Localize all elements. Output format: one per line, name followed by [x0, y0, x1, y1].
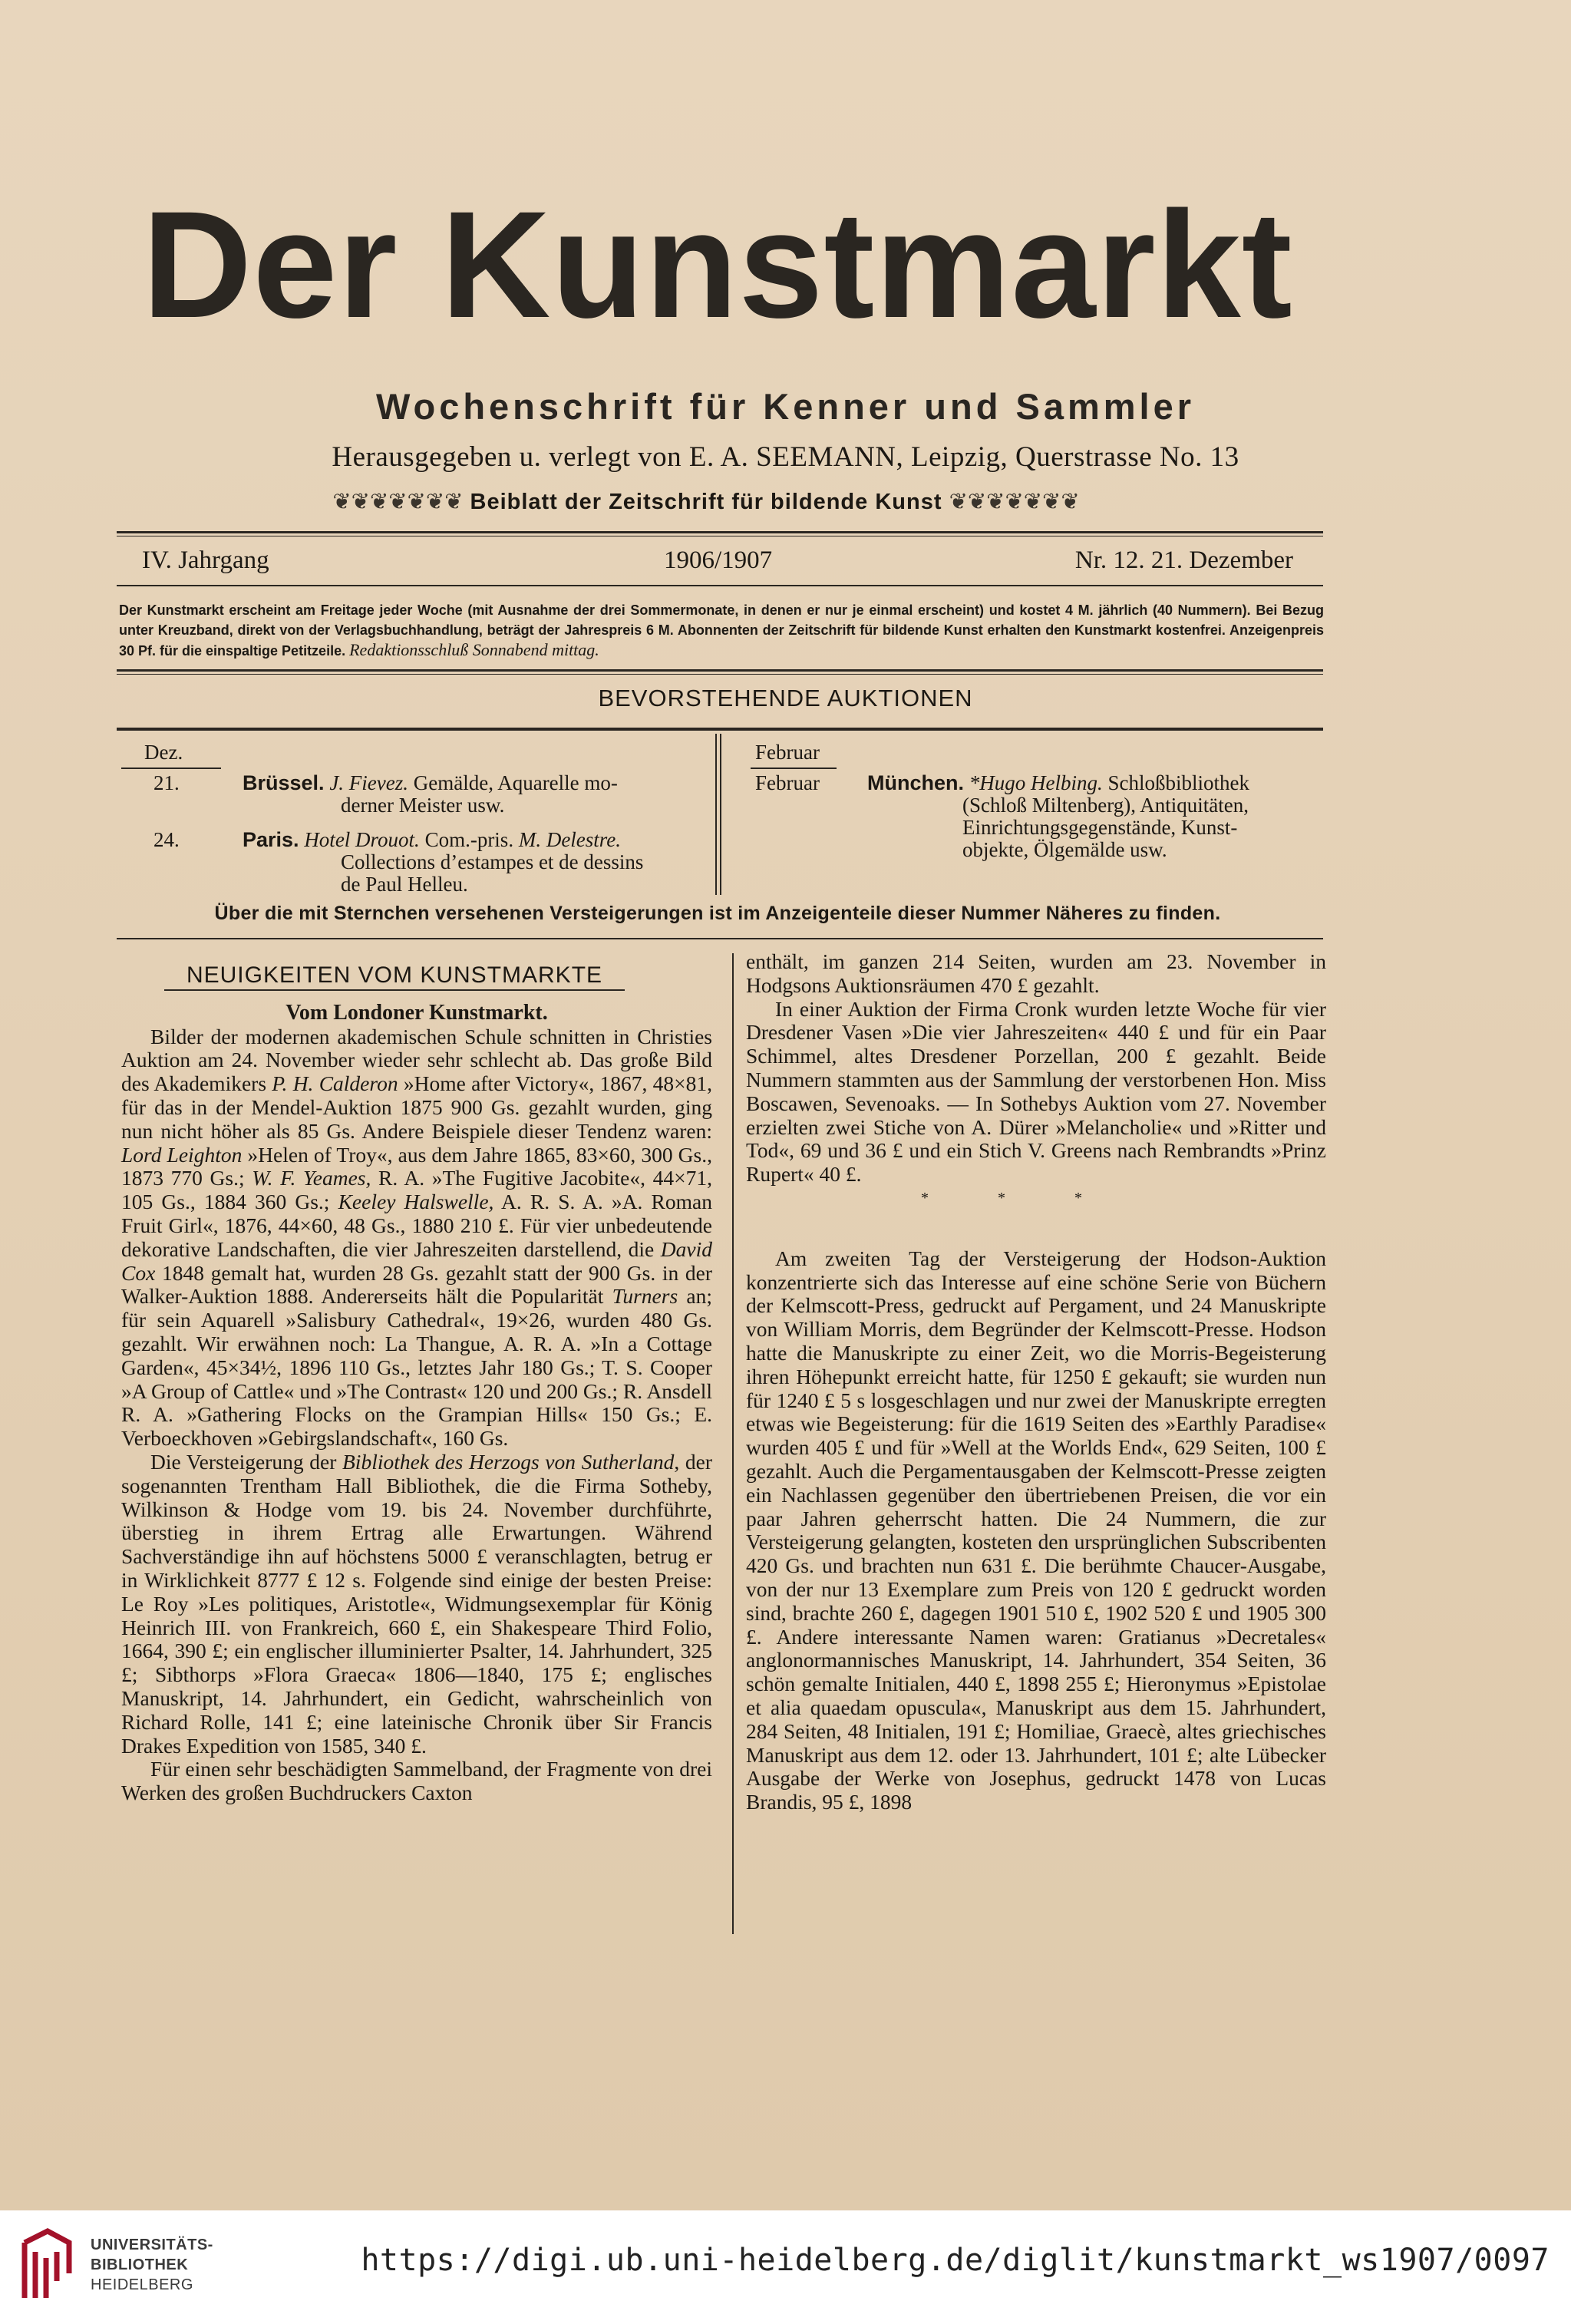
auction-desc: de Paul Helleu. — [341, 873, 468, 896]
star-note: Über die mit Sternchen versehenen Versteigerungen ist im Anzeigenteile dieser Nummer Näheres zu finden. — [214, 903, 1221, 924]
institution-line: BIBLIOTHEK — [91, 2256, 189, 2273]
auction-desc: objekte, Ölgemälde usw. — [962, 838, 1167, 861]
notice-italic: Redaktionsschluß Sonnabend mittag. — [349, 640, 599, 659]
article-title: Vom Londoner Kunstmarkt. — [285, 1000, 548, 1025]
issue-years: 1906/1907 — [664, 546, 773, 574]
auction-entry — [243, 772, 703, 817]
auction-desc: Einrichtungsgegenstände, Kunst- — [962, 816, 1238, 839]
auction-day: 21. — [153, 771, 180, 794]
university-logo-icon — [17, 2227, 74, 2304]
masthead-subtitle: Wochenschrift für Kenner und Sammler — [375, 386, 1196, 427]
auction-desc: Com.-pris. — [419, 828, 519, 851]
rule — [117, 531, 1323, 536]
rule — [117, 669, 1323, 675]
rule — [121, 768, 221, 769]
notice-text: Der Kunstmarkt erscheint am Freitage jeder Woche (mit Ausnahme der drei Sommermonate, in denen er nur je einmal erscheint) und kostet 4 M. jährlich (40 Nummern). Bei Bezug unter Kreuzband, direkt von der Verlagsbuchhandlung, beträgt der Jahrespreis 6 M. Abonnenten der Zeitschrift für bildende Kunst erhalten den Kunstmarkt kostenfrei. Anzeigenpreis 30 Pf. für die einspaltige Petitzeile. — [119, 602, 1324, 659]
article-right-column: enthält, im ganzen 214 Seiten, wurden am 23. November in Hodgsons Auktionsräumen 470 £ gezahlt. In einer Auktion der Firma Cronk wurden letzte Woche für vier Dresdener Vasen »Die vier Jahreszeiten« 440 £ und für ein Paar Schimmel, altes Dresdener Porzellan, 200 £ gezahlt. Beide Nummern stammten aus der Sammlung der verstorbenen Hon. Miss Boscawen, Sevenoaks. — In Sothebys Auktion vom 27. November erzielten zwei Stiche von A. Dürer »Melancholie« und »Ritter und Tod«, 69 und 36 £ und ein Stich V. Greens nach Rembrandts »Prinz Rupert« 40 £. *** Am zweiten Tag der Versteigerung der Hodson-Auktion konzentrierte sich das Interesse auf eine schöne Serie von Büchern der Kelmscott-Press, gedruckt auf Pergament, und 24 Manuskripte von William Morris, dem Begründer der Kelmscott-Presse. Hodson hatte die Manuskripte zu einer Zeit, wo die Morris-Begeisterung ihren Höhepunkt erreicht hatte, für 1250 £ gekauft; sie wurden nun für 1240 £ 5 s losgeschlagen und nur zwei der Manuskripte erregten etwas wie Begeisterung: für die 1619 Seiten des »Earthly Paradise« wurden 405 £ und für »Well at the Worlds End«, 629 Seiten, 100 £ gezahlt. Auch die Pergamentausgaben der Kelmscott-Presse zeigten ein Nachlassen gegenüber den übertriebenen Preisen, die vor ein paar Jahren geherrscht hatten. Die 24 Nummern, die zur Versteigerung gelangten, kosteten den ursprünglichen Subscribenten 420 Gs. und brachten nun 631 £. Die berühmte Chaucer-Ausgabe, von der nur 13 Exemplare zum Preis von 120 £ gedruckt worden sind, brachte 260 £, dagegen 1901 510 £, 1902 520 £ und 1905 300 £. Andere interessante Namen waren: Gratianus »Decretales« anglonormannisches Manuskript, 14. Jahrhundert, 354 Seiten, 36 schön gemalte Initialen, 440 £, 1898 255 £; Hieronymus »Epistolae et alia quaedam opuscula«, Manuskript aus dem 15. Jahrhundert, 284 Seiten, 48 Initialen, 191 £; Homiliae, Graecè, altes griechisches Manuskript aus dem 12. oder 13. Jahrhundert, 101 £; alte Lübecker Ausgabe der Werke von Josephus, gedruckt 1478 von Lucas Brandis, 95 £, 1898 — [746, 949, 1326, 1814]
right-month: Februar — [755, 741, 820, 764]
auction-entry — [867, 772, 1324, 861]
separator-stars: *** — [921, 1189, 1151, 1207]
auctions-heading: BEVORSTEHENDE AUKTIONEN — [598, 685, 973, 711]
subscription-notice — [119, 600, 1324, 661]
auction-house: Hotel Drouot. — [304, 828, 420, 851]
source-url-link[interactable]: https://digi.ub.uni-heidelberg.de/diglit/kunstmarkt_ws1907/0097 — [361, 2243, 1550, 2278]
issue-volume: IV. Jahrgang — [142, 546, 269, 574]
rule — [117, 585, 1323, 586]
column-divider — [720, 734, 721, 895]
publisher-line: Herausgegeben u. verlegt von E. A. SEEMANN, Leipzig, Querstrasse No. 13 — [332, 441, 1239, 473]
auction-desc: Gemälde, Aquarelle mo- — [408, 771, 618, 794]
auction-city: Paris. — [243, 828, 299, 851]
masthead-title: Der Kunstmarkt — [142, 180, 1293, 349]
article-body-left: Bilder der modernen akademischen Schule schnitten in Christies Auktion am 24. November wieder sehr schlecht ab. Das große Bild des Akademikers P. H. Calderon »Home after Victory«, 1867, 48×81, für das in der Mendel-Auktion 1875 900 Gs. gezahlt wurden, ging nun nicht höher als 85 Gs. Andere Beispiele dieser Tendenz waren: Lord Leighton »Helen of Troy«, aus dem Jahre 1865, 83×60, 300 Gs., 1873 770 Gs.; W. F. Yeames, R. A. »The Fugitive Jacobite«, 44×71, 105 Gs., 1884 360 Gs.; Keeley Halswelle, A. R. S. A. »A. Roman Fruit Girl«, 1876, 44×60, 48 Gs., 1880 210 £. Für vier unbedeutende dekorative Landschaften, die vier Jahreszeiten darstellend, die David Cox 1848 gemalt hat, wurden 28 Gs. gezahlt statt der 900 Gs. in der Walker-Auktion 1888. Andererseits hält die Popularität Turners an; für sein Aquarell »Salisbury Cathedral«, 19×26, wurden 480 Gs. gezahlt. Wir erwähnen noch: La Thangue, A. R. A. »In a Cottage Garden«, 45×34½, 1896 110 Gs., letztes Jahr 180 Gs.; T. S. Cooper »A Group of Cattle« und »The Contrast« 120 und 200 Gs.; R. Ansdell R. A. »Gathering Flocks on the Grampian Hills« 150 Gs.; E. Verboeckhoven »Gebirgslandschaft«, 160 Gs. Die Versteigerung der Bibliothek des Herzogs von Sutherland, der sogenannten Trentham Hall Bibliothek, die die Firma Sotheby, Wilkinson & Hodge vom 19. bis 24. November durchführte, überstieg in ihrem Ertrag alle Erwartungen. Während Sachverständige ihn auf höchstens 5000 £ veranschlagten, betrug er in Wirklichkeit 8777 £ 12 s. Folgende sind einige der besten Preise: Le Roy »Les politiques, Aristotle«, Widmungsexemplar für König Heinrich III. von Frankreich, 660 £, ein Shakespeare Third Folio, 1664, 390 £; ein englischer illuminierter Psalter, 14. Jahrhundert, 325 £; Sibthorps »Flora Graeca« 1806—1840, 175 £; englisches Manuskript, 14. Jahrhundert, ein Gedicht, wahrscheinlich von Richard Rolle, 141 £; eine lateinische Chronik über Sir Francis Drakes Expedition von 1585, 340 £. Für einen sehr beschädigten Sammelband, der Fragmente von drei Werken des großen Buchdruckers Caxton — [121, 1024, 712, 1805]
left-month: Dez. — [144, 741, 183, 764]
column-divider — [732, 953, 734, 1934]
institution-line: UNIVERSITÄTS- — [91, 2237, 213, 2253]
beiblatt-text: Beiblatt der Zeitschrift für bildende Kunst — [470, 490, 942, 514]
ornament-left-icon: ❦❦❦❦❦❦❦ — [332, 488, 464, 514]
auction-house: J. Fievez. — [329, 771, 408, 794]
auction-day: Februar — [755, 771, 820, 794]
institution-line: HEIDELBERG — [91, 2276, 193, 2293]
auction-city: Brüssel. — [243, 771, 325, 794]
issue-number: Nr. 12. 21. Dezember — [1074, 546, 1293, 574]
auction-house: M. Delestre. — [518, 828, 622, 851]
section-heading: NEUIGKEITEN VOM KUNSTMARKTE — [164, 964, 625, 991]
auction-entry — [243, 829, 718, 896]
institution-name — [91, 2235, 213, 2295]
auction-house: *Hugo Helbing. — [969, 771, 1103, 794]
beiblatt-line — [253, 488, 1159, 515]
auction-day: 24. — [153, 828, 180, 851]
auction-desc: Collections d’estampes et de dessins — [341, 850, 644, 873]
rule — [117, 938, 1323, 939]
auction-desc: derner Meister usw. — [341, 794, 505, 817]
auction-desc: Schloßbibliothek — [1102, 771, 1249, 794]
auction-desc: (Schloß Miltenberg), Antiquitäten, — [962, 794, 1249, 817]
rule — [117, 728, 1323, 731]
rule — [751, 768, 837, 769]
auction-city: München. — [867, 771, 964, 794]
ornament-right-icon: ❦❦❦❦❦❦❦ — [949, 488, 1080, 514]
article-left-column — [121, 964, 712, 1805]
